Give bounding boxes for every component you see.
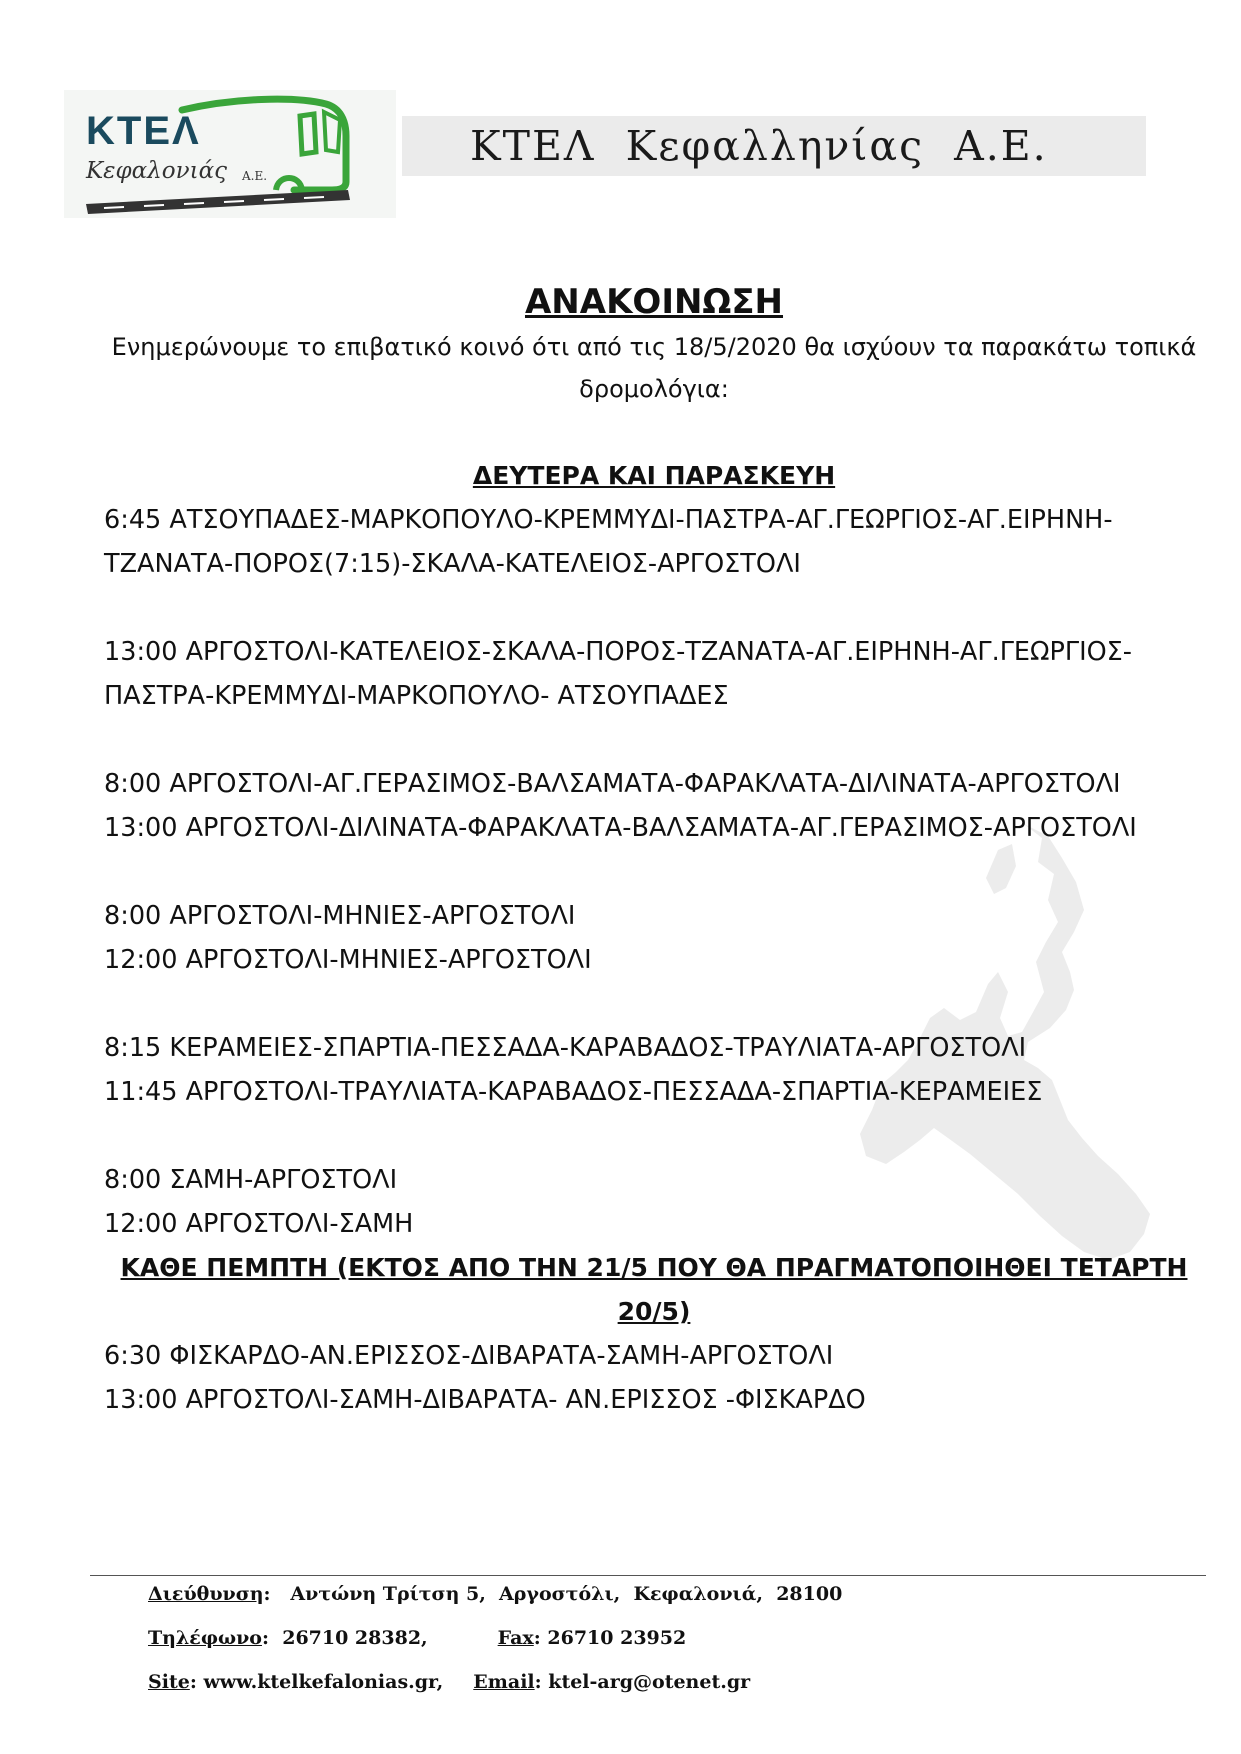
announcement — [104, 278, 1204, 1422]
route-group-gap — [104, 1114, 1204, 1158]
route-line: 13:00 ΑΡΓΟΣΤΟΛΙ-ΔΙΛΙΝΑΤΑ-ΦΑΡΑΚΛΑΤΑ-ΒΑΛΣΑΜΑΤΑ-ΑΓ.ΓΕΡΑΣΙΜΟΣ-ΑΡΓΟΣΤΟΛΙ — [104, 813, 1137, 843]
route-line: 11:45 ΑΡΓΟΣΤΟΛΙ-ΤΡΑΥΛΙΑΤΑ-ΚΑΡΑΒΑΔΟΣ-ΠΕΣΣΑΔΑ-ΣΠΑΡΤΙΑ-ΚΕΡΑΜΕΙΕΣ — [104, 1077, 1043, 1107]
route-line: 8:00 ΣΑΜΗ-ΑΡΓΟΣΤΟΛΙ — [104, 1165, 398, 1195]
schedule-sections — [104, 454, 1204, 1422]
logo-suffix: Α.Ε. — [242, 169, 268, 183]
fax-value: 26710 23952 — [547, 1627, 687, 1649]
phone-value: 26710 28382, — [282, 1627, 428, 1649]
ktel-logo — [64, 90, 396, 218]
route-line: 12:00 ΑΡΓΟΣΤΟΛΙ-ΣΑΜΗ — [104, 1209, 414, 1239]
route-line: 13:00 ΑΡΓΟΣΤΟΛΙ-ΚΑΤΕΛΕΙΟΣ-ΣΚΑΛΑ-ΠΟΡΟΣ-ΤΖΑΝΑΤΑ-ΑΓ.ΕΙΡΗΝΗ-ΑΓ.ΓΕΩΡΓΙΟΣ-ΠΑΣΤΡΑ-ΚΡΕΜΜΥΔΙ-ΜΑΡΚΟΠΟΥΛΟ- ΑΤΣΟΥΠΑΔΕΣ — [104, 637, 1132, 711]
route-list — [104, 498, 1204, 1246]
route-group-gap — [104, 850, 1204, 894]
route-line: 8:00 ΑΡΓΟΣΤΟΛΙ-ΜΗΝΙΕΣ-ΑΡΓΟΣΤΟΛΙ — [104, 901, 576, 931]
route-line: 6:45 ΑΤΣΟΥΠΑΔΕΣ-ΜΑΡΚΟΠΟΥΛΟ-ΚΡΕΜΜΥΔΙ-ΠΑΣΤΡΑ-ΑΓ.ΓΕΩΡΓΙΟΣ-ΑΓ.ΕΙΡΗΝΗ-ΤΖΑΝΑΤΑ-ΠΟΡΟΣ(7:15)-ΣΚΑΛΑ-ΚΑΤΕΛΕΙΟΣ-ΑΡΓΟΣΤΟΛΙ — [104, 505, 1113, 579]
route-group-gap — [104, 982, 1204, 1026]
footer-phone-row: Τηλέφωνο : 26710 28382, Fax : 26710 23952 — [148, 1616, 1148, 1660]
address-value: Αντώνη Τρίτση 5, Αργοστόλι, Κεφαλονιά, 28100 — [290, 1583, 843, 1605]
header-bar — [402, 116, 1146, 176]
route-line: 6:30 ΦΙΣΚΑΡΔΟ-ΑΝ.ΕΡΙΣΣΟΣ-ΔΙΒΑΡΑΤΑ-ΣΑΜΗ-ΑΡΓΟΣΤΟΛΙ — [104, 1341, 834, 1371]
phone-label: Τηλέφωνο — [148, 1627, 262, 1649]
email-label: Email — [473, 1671, 535, 1693]
fax-label: Fax — [497, 1627, 534, 1649]
footer-web-row: Site : www.ktelkefalonias.gr, Email : ktel-arg@otenet.gr — [148, 1660, 1148, 1704]
company-name: ΚΤΕΛ Κεφαλληνίας Α.Ε. — [470, 122, 1048, 170]
announcement-title: ΑΝΑΚΟΙΝΩΣΗ — [524, 282, 784, 322]
announcement-intro: Ενημερώνουμε το επιβατικό κοινό ότι από τις 18/5/2020 θα ισχύουν τα παρακάτω τοπικά δρομολόγια: — [111, 333, 1197, 403]
footer-address-row: Διεύθυνση : Αντώνη Τρίτση 5, Αργοστόλι, Κεφαλονιά, 28100 — [148, 1572, 1148, 1616]
route-group-gap — [104, 586, 1204, 630]
logo-subtitle: Κεφαλονιάς — [86, 158, 227, 184]
logo-brand: ΚΤΕΛ — [86, 109, 201, 153]
route-line: 8:15 ΚΕΡΑΜΕΙΕΣ-ΣΠΑΡΤΙΑ-ΠΕΣΣΑΔΑ-ΚΑΡΑΒΑΔΟΣ-ΤΡΑΥΛΙΑΤΑ-ΑΡΓΟΣΤΟΛΙ — [104, 1033, 1027, 1063]
route-line: 13:00 ΑΡΓΟΣΤΟΛΙ-ΣΑΜΗ-ΔΙΒΑΡΑΤΑ- ΑΝ.ΕΡΙΣΣΟΣ -ΦΙΣΚΑΡΔΟ — [104, 1385, 866, 1415]
section-title: ΚΑΘΕ ΠΕΜΠΤΗ (ΕΚΤΟΣ ΑΠΟ ΤΗΝ 21/5 ΠΟΥ ΘΑ ΠΡΑΓΜΑΤΟΠΟΙΗΘΕΙ ΤΕΤΑΡΤΗ 20/5) — [120, 1253, 1188, 1326]
address-label: Διεύθυνση — [148, 1583, 264, 1605]
route-list — [104, 1334, 1204, 1422]
site-label: Site — [148, 1671, 190, 1693]
section-title: ΔΕΥΤΕΡΑ ΚΑΙ ΠΑΡΑΣΚΕΥΗ — [472, 461, 836, 490]
footer-contact — [148, 1572, 1148, 1704]
route-line: 12:00 ΑΡΓΟΣΤΟΛΙ-ΜΗΝΙΕΣ-ΑΡΓΟΣΤΟΛΙ — [104, 945, 592, 975]
route-line: 8:00 ΑΡΓΟΣΤΟΛΙ-ΑΓ.ΓΕΡΑΣΙΜΟΣ-ΒΑΛΣΑΜΑΤΑ-ΦΑΡΑΚΛΑΤΑ-ΔΙΛΙΝΑΤΑ-ΑΡΓΟΣΤΟΛΙ — [104, 769, 1121, 799]
route-group-gap — [104, 718, 1204, 762]
email-link[interactable]: ktel-arg@otenet.gr — [548, 1671, 751, 1693]
site-link[interactable]: www.ktelkefalonias.gr, — [203, 1671, 444, 1693]
